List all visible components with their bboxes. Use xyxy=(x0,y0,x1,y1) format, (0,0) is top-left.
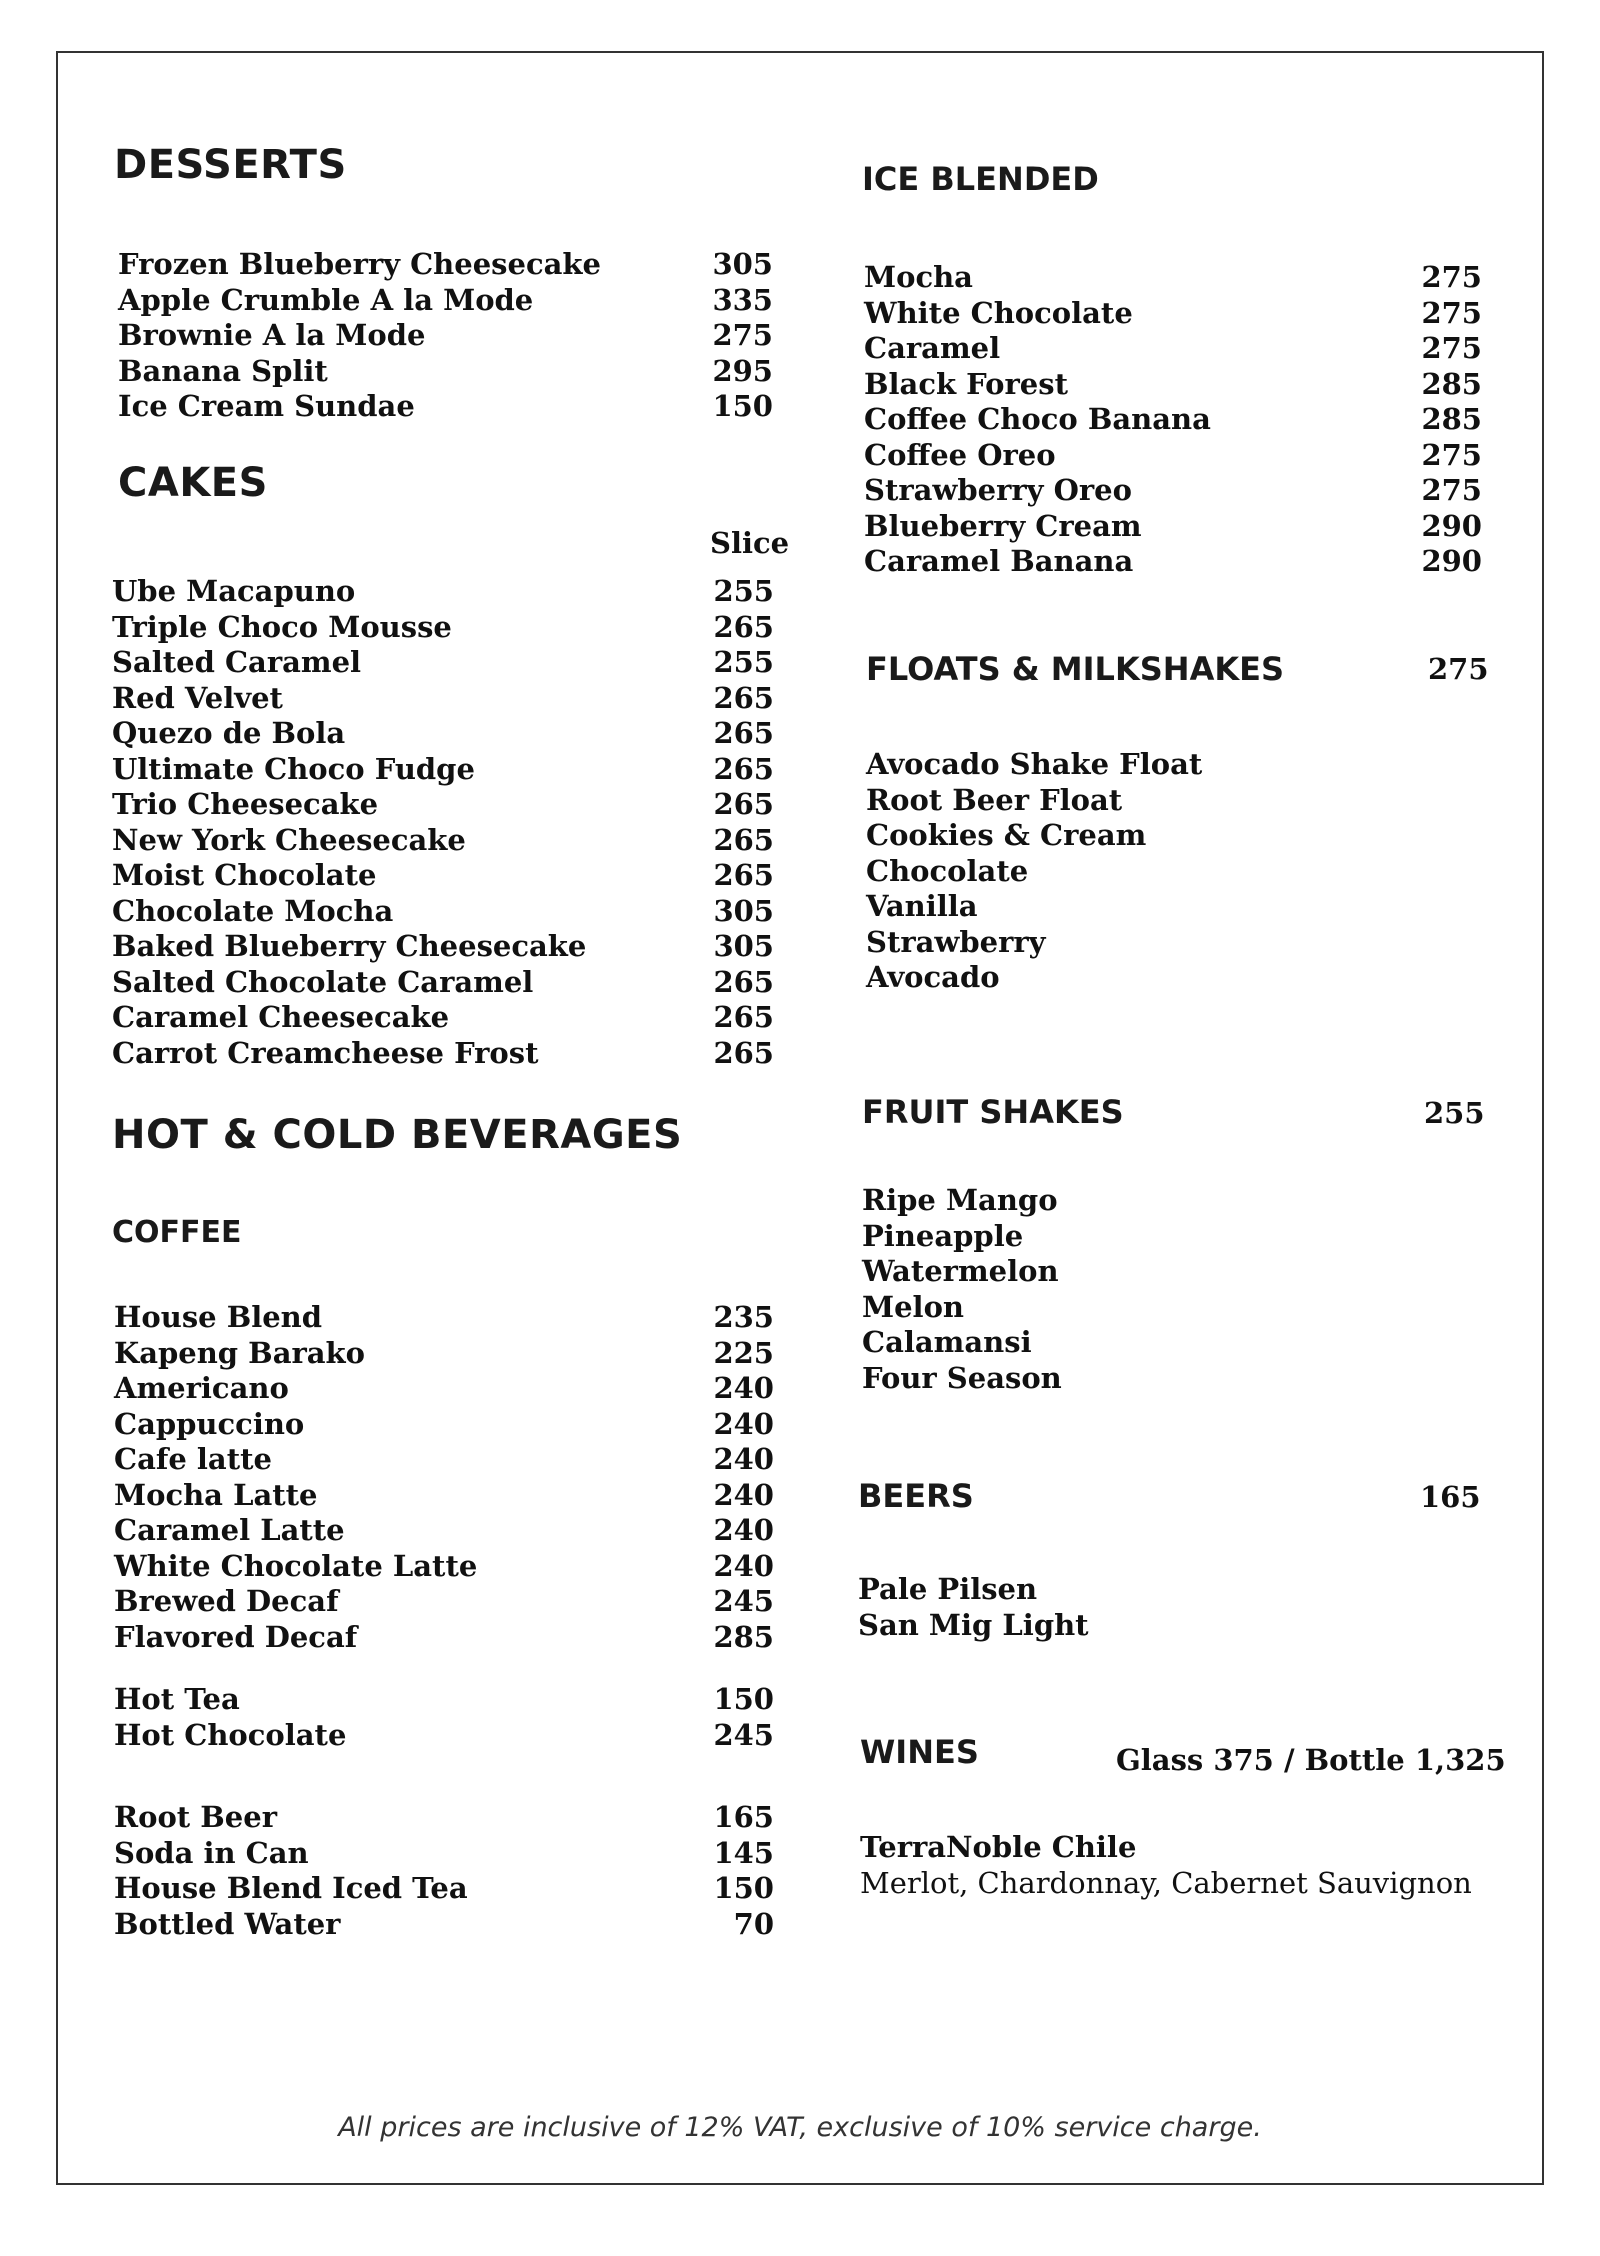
item-price: 305 xyxy=(713,893,774,928)
cold-drink-item xyxy=(114,1871,774,1907)
item-name: House Blend xyxy=(114,1300,323,1334)
ice-blended-item xyxy=(864,473,1482,509)
hot-drink-item xyxy=(114,1682,774,1718)
desserts-list xyxy=(118,247,773,425)
beers-title: BEERS xyxy=(858,1477,974,1515)
item-price: 255 xyxy=(713,645,774,679)
item-price: 150 xyxy=(713,1682,774,1716)
item-name: Frozen Blueberry Cheesecake xyxy=(118,247,601,281)
item-name: White Chocolate xyxy=(864,295,1133,330)
item-price: 235 xyxy=(713,1300,774,1334)
fruit-shakes-list xyxy=(862,1183,1462,1396)
float-item: Avocado Shake Float xyxy=(866,747,1203,781)
item-name: Blueberry Cream xyxy=(864,508,1142,543)
item-name: Triple Choco Mousse xyxy=(112,609,452,644)
beers-price: 165 xyxy=(1420,1480,1481,1514)
item-name: Ice Cream Sundae xyxy=(118,389,415,423)
item-price: 285 xyxy=(1421,366,1482,401)
ice-blended-item xyxy=(864,544,1482,580)
cakes-title: CAKES xyxy=(118,460,268,506)
cake-item xyxy=(112,787,774,823)
item-price: 265 xyxy=(713,1000,774,1034)
item-name: Mocha xyxy=(864,260,973,294)
beer-item: Pale Pilsen xyxy=(858,1572,1038,1606)
item-price: 335 xyxy=(712,282,773,317)
item-name: Caramel Latte xyxy=(114,1513,345,1547)
item-name: Ultimate Choco Fudge xyxy=(112,751,475,786)
item-name: Ube Macapuno xyxy=(112,574,356,608)
beverages-title: HOT & COLD BEVERAGES xyxy=(112,1112,683,1158)
item-name: Strawberry Oreo xyxy=(864,473,1132,507)
cake-item xyxy=(112,752,774,788)
cold-drinks-list xyxy=(114,1800,774,1942)
beers-list xyxy=(858,1572,1458,1643)
cake-item xyxy=(112,858,774,894)
item-price: 240 xyxy=(713,1513,774,1547)
coffee-item xyxy=(114,1371,774,1407)
ice-blended-title: ICE BLENDED xyxy=(862,160,1099,198)
dessert-item xyxy=(118,389,773,425)
item-name: Caramel Cheesecake xyxy=(112,1000,450,1034)
item-name: Brewed Decaf xyxy=(114,1584,339,1618)
coffee-title: COFFEE xyxy=(112,1215,242,1250)
item-name: Caramel Banana xyxy=(864,544,1134,578)
item-name: White Chocolate Latte xyxy=(114,1548,478,1583)
item-name: Hot Tea xyxy=(114,1682,240,1716)
item-price: 275 xyxy=(1421,473,1482,507)
item-name: Americano xyxy=(114,1371,289,1405)
item-price: 245 xyxy=(713,1584,774,1618)
item-name: Carrot Creamcheese Frost xyxy=(112,1035,539,1070)
fruit-shake-item: Melon xyxy=(862,1289,964,1324)
item-price: 275 xyxy=(1421,260,1482,294)
fruit-shake-item: Ripe Mango xyxy=(862,1183,1058,1217)
coffee-item xyxy=(114,1549,774,1585)
wine-varieties: Merlot, Chardonnay, Cabernet Sauvignon xyxy=(860,1866,1472,1900)
coffee-item xyxy=(114,1513,774,1549)
item-price: 265 xyxy=(713,751,774,786)
item-name: Trio Cheesecake xyxy=(112,787,379,821)
beer-item: San Mig Light xyxy=(858,1607,1089,1642)
cold-drink-item xyxy=(114,1836,774,1872)
item-price: 165 xyxy=(713,1800,774,1834)
item-price: 255 xyxy=(713,574,774,608)
ice-blended-item xyxy=(864,402,1482,438)
float-item: Strawberry xyxy=(866,924,1046,959)
float-item: Vanilla xyxy=(866,889,978,923)
cake-item xyxy=(112,894,774,930)
item-price: 285 xyxy=(1421,402,1482,436)
item-price: 275 xyxy=(1421,331,1482,365)
cake-item xyxy=(112,1000,774,1036)
item-price: 265 xyxy=(713,680,774,715)
item-price: 70 xyxy=(733,1906,774,1941)
item-name: Root Beer xyxy=(114,1800,277,1834)
floats-price: 275 xyxy=(1428,652,1489,686)
item-name: Apple Crumble A la Mode xyxy=(118,282,534,317)
dessert-item xyxy=(118,318,773,354)
item-price: 305 xyxy=(712,247,773,281)
coffee-item xyxy=(114,1584,774,1620)
item-price: 240 xyxy=(713,1442,774,1476)
item-price: 290 xyxy=(1421,508,1482,543)
item-name: Kapeng Barako xyxy=(114,1335,365,1370)
item-name: Brownie A la Mode xyxy=(118,318,426,352)
dessert-item xyxy=(118,247,773,283)
float-item: Avocado xyxy=(866,960,1000,994)
item-price: 240 xyxy=(713,1406,774,1441)
cake-item xyxy=(112,1036,774,1072)
ice-blended-item xyxy=(864,438,1482,474)
coffee-item xyxy=(114,1407,774,1443)
item-name: Cafe latte xyxy=(114,1442,272,1476)
cold-drink-item xyxy=(114,1907,774,1943)
hot-drink-item xyxy=(114,1718,774,1754)
item-price: 225 xyxy=(713,1335,774,1370)
dessert-item xyxy=(118,354,773,390)
item-price: 265 xyxy=(713,822,774,857)
item-price: 265 xyxy=(713,858,774,892)
cakes-slice-label: Slice xyxy=(710,526,790,560)
cake-item xyxy=(112,929,774,965)
coffee-item xyxy=(114,1478,774,1514)
item-name: Soda in Can xyxy=(114,1835,309,1870)
ice-blended-item xyxy=(864,509,1482,545)
wine-name: TerraNoble Chile xyxy=(860,1830,1137,1864)
item-price: 305 xyxy=(713,929,774,963)
ice-blended-item xyxy=(864,260,1482,296)
item-name: Caramel xyxy=(864,331,1001,365)
item-price: 265 xyxy=(713,1035,774,1070)
item-name: Banana Split xyxy=(118,353,328,388)
float-item: Chocolate xyxy=(866,853,1029,888)
item-price: 285 xyxy=(713,1619,774,1654)
float-item: Cookies & Cream xyxy=(866,818,1147,852)
item-name: Flavored Decaf xyxy=(114,1619,358,1654)
item-price: 295 xyxy=(712,353,773,388)
ice-blended-item xyxy=(864,296,1482,332)
cake-item xyxy=(112,610,774,646)
item-name: Salted Caramel xyxy=(112,645,362,679)
item-price: 245 xyxy=(713,1717,774,1752)
item-name: Chocolate Mocha xyxy=(112,893,394,928)
fruit-shake-item: Watermelon xyxy=(862,1254,1059,1288)
cakes-list xyxy=(112,574,774,1071)
item-price: 265 xyxy=(713,716,774,750)
item-price: 145 xyxy=(713,1835,774,1870)
item-name: Mocha Latte xyxy=(114,1477,318,1512)
fruit-shake-item: Calamansi xyxy=(862,1325,1032,1359)
ice-blended-list xyxy=(864,260,1482,580)
footer-note: All prices are inclusive of 12% VAT, exclusive of 10% service charge. xyxy=(338,2112,1262,2143)
floats-title: FLOATS & MILKSHAKES xyxy=(866,650,1285,688)
coffee-item xyxy=(114,1336,774,1372)
hot-drinks-list xyxy=(114,1682,774,1753)
cake-item xyxy=(112,681,774,717)
coffee-item xyxy=(114,1300,774,1336)
desserts-title: DESSERTS xyxy=(114,142,347,188)
coffee-item xyxy=(114,1442,774,1478)
item-price: 275 xyxy=(1421,437,1482,472)
fruit-shake-item: Four Season xyxy=(862,1360,1062,1395)
item-name: Salted Chocolate Caramel xyxy=(112,964,534,999)
item-name: Baked Blueberry Cheesecake xyxy=(112,929,587,963)
fruit-shake-item: Pineapple xyxy=(862,1218,1024,1253)
wines-title: WINES xyxy=(860,1733,979,1771)
cake-item xyxy=(112,716,774,752)
item-name: Hot Chocolate xyxy=(114,1717,347,1752)
item-price: 240 xyxy=(713,1548,774,1583)
wines-price: Glass 375 / Bottle 1,325 xyxy=(1116,1743,1506,1777)
float-item: Root Beer Float xyxy=(866,782,1123,817)
item-name: Cappuccino xyxy=(114,1406,305,1441)
item-name: Red Velvet xyxy=(112,680,283,715)
item-price: 275 xyxy=(712,318,773,352)
item-price: 240 xyxy=(713,1371,774,1405)
item-name: Quezo de Bola xyxy=(112,716,346,750)
item-price: 265 xyxy=(713,964,774,999)
fruit-shakes-price: 255 xyxy=(1424,1096,1485,1130)
item-name: Bottled Water xyxy=(114,1906,341,1941)
cake-item xyxy=(112,645,774,681)
item-name: Moist Chocolate xyxy=(112,858,377,892)
cake-item xyxy=(112,965,774,1001)
item-price: 150 xyxy=(713,1871,774,1905)
floats-list xyxy=(866,747,1466,996)
item-name: Coffee Choco Banana xyxy=(864,402,1211,436)
item-price: 265 xyxy=(713,787,774,821)
item-name: New York Cheesecake xyxy=(112,822,466,857)
ice-blended-item xyxy=(864,367,1482,403)
item-price: 240 xyxy=(713,1477,774,1512)
item-price: 275 xyxy=(1421,295,1482,330)
item-name: Coffee Oreo xyxy=(864,437,1056,472)
dessert-item xyxy=(118,283,773,319)
item-name: House Blend Iced Tea xyxy=(114,1871,468,1905)
coffee-list xyxy=(114,1300,774,1655)
item-price: 150 xyxy=(712,389,773,423)
coffee-item xyxy=(114,1620,774,1656)
fruit-shakes-title: FRUIT SHAKES xyxy=(862,1093,1124,1131)
cold-drink-item xyxy=(114,1800,774,1836)
cake-item xyxy=(112,823,774,859)
item-price: 265 xyxy=(713,609,774,644)
item-price: 290 xyxy=(1421,544,1482,578)
ice-blended-item xyxy=(864,331,1482,367)
cake-item xyxy=(112,574,774,610)
item-name: Black Forest xyxy=(864,366,1068,401)
